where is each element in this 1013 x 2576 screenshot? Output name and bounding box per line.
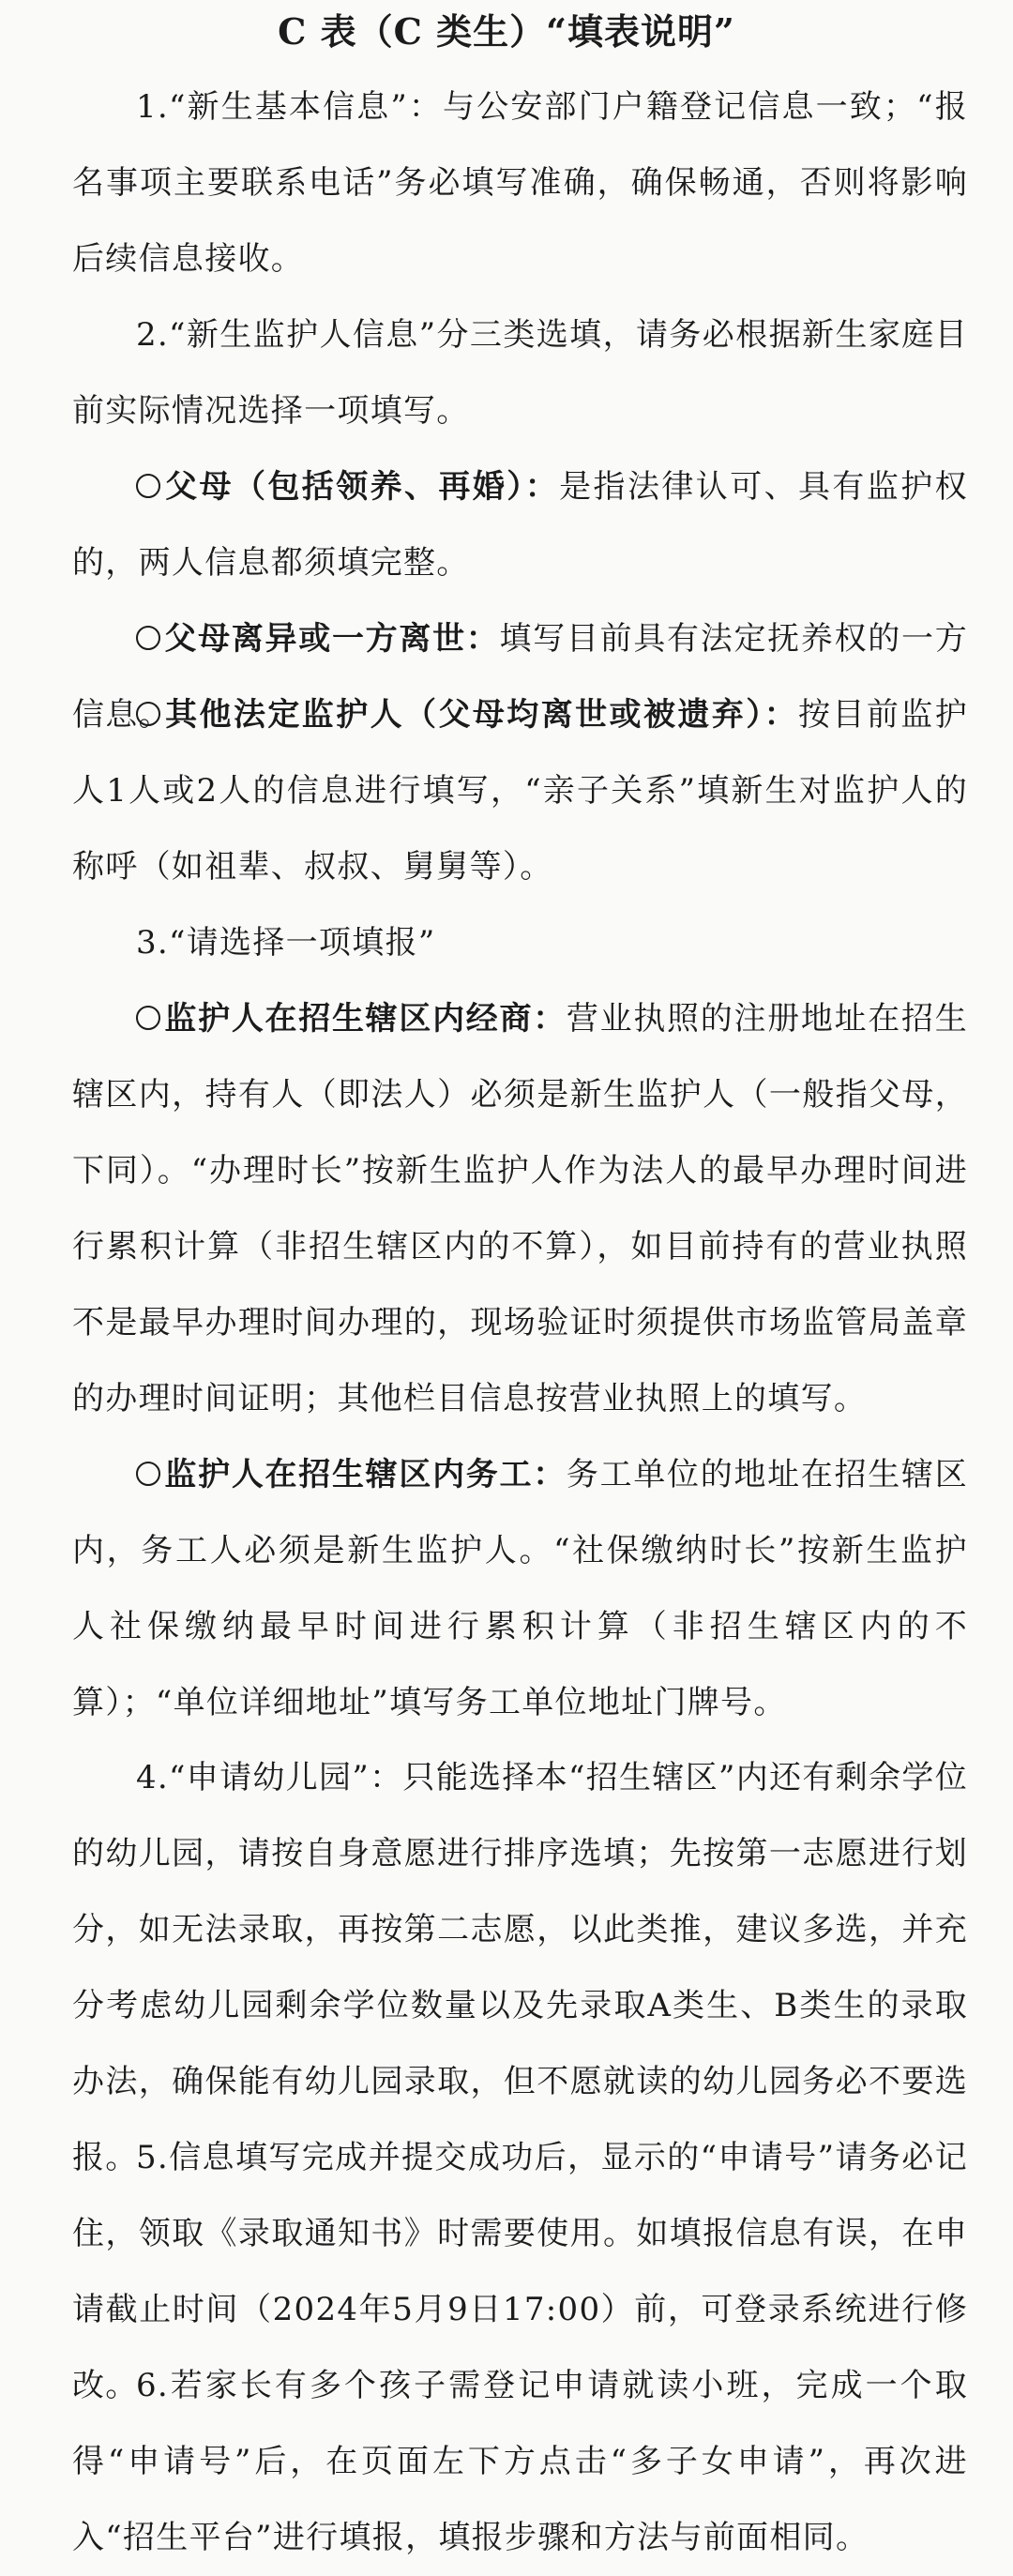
option-work-text: 务工单位的地址在招生辖区内，务工人必须是新生监护人。“社保缴纳时长”按新生监护人社保缴纳最早时间进行累积计算（非招生辖区内的不算）；“单位详细地址”填写务工单位地址门牌号。 (72, 1456, 968, 1721)
document-title: C 表（C 类生）“填表说明” (278, 10, 735, 53)
option-other-text: 按目前监护人1人或2人的信息进行填写，“亲子关系”填新生对监护人的称呼（如祖辈、叔叔、舅舅等）。 (72, 696, 968, 886)
radio-circle-icon (136, 702, 160, 726)
radio-circle-icon (136, 626, 160, 650)
option-parents (72, 449, 968, 601)
option-divorced-lead: 父母离异或一方离世： (164, 620, 500, 658)
item-1-basic-info: 1.“新生基本信息”：与公安部门户籍登记信息一致；“报名事项主要联系电话”务必填写准确，确保畅通，否则将影响后续信息接收。 (72, 88, 968, 278)
item-3-choose-one: 3.“请选择一项填报” (136, 924, 436, 962)
option-other-lead: 其他法定监护人（父母均离世或被遗弃）： (164, 696, 799, 734)
option-business-lead: 监护人在招生辖区内经商： (164, 1000, 567, 1038)
radio-circle-icon (136, 1462, 160, 1486)
option-other-guardian (72, 677, 968, 905)
item-2-guardian-info: 2.“新生监护人信息”分三类选填，请务必根据新生家庭目前实际情况选择一项填写。 (72, 316, 968, 430)
radio-circle-icon (136, 1006, 160, 1030)
option-divorced-text: 填写目前具有法定抚养权的一方信息。 (72, 620, 969, 734)
option-business-text: 营业执照的注册地址在招生辖区内，持有人（即法人）必须是新生监护人（一般指父母，下同）。“办理时长”按新生监护人作为法人的最早办理时间进行累积计算（非招生辖区内的不算），如目前持有的营业执照不是最早办理时间办理的，现场验证时须提供市场监管局盖章的办理时间证明；其他栏目信息按营业执照上的填写。 (72, 1000, 968, 1417)
option-parents-text: 是指法律认可、具有监护权的，两人信息都须填完整。 (72, 468, 968, 582)
option-work (72, 1437, 968, 1741)
option-parents-lead: 父母（包括领养、再婚）： (164, 468, 560, 506)
option-work-lead: 监护人在招生辖区内务工： (164, 1456, 567, 1493)
radio-circle-icon (136, 474, 160, 498)
option-business (72, 981, 968, 1437)
item-5-application-number: 5.信息填写完成并提交成功后，显示的“申请号”请务必记住，领取《录取通知书》时需要使用。如填报信息有误，在申请截止时间（2024年5月9日17:00）前，可登录系统进行修改。 (72, 2139, 968, 2404)
item-4-kindergarten: 4.“申请幼儿园”：只能选择本“招生辖区”内还有剩余学位的幼儿园，请按自身意愿进行排序选填；先按第一志愿进行划分，如无法录取，再按第二志愿，以此类推，建议多选，并充分考虑幼儿园剩余学位数量以及先录取A类生、B类生的录取办法，确保能有幼儿园录取，但不愿就读的幼儿园务必不要选报。 (72, 1759, 968, 2176)
item-6-multiple-children: 6.若家长有多个孩子需登记申请就读小班，完成一个取得“申请号”后，在页面左下方点击“多子女申请”，再次进入“招生平台”进行填报，填报步骤和方法与前面相同。 (72, 2367, 968, 2556)
